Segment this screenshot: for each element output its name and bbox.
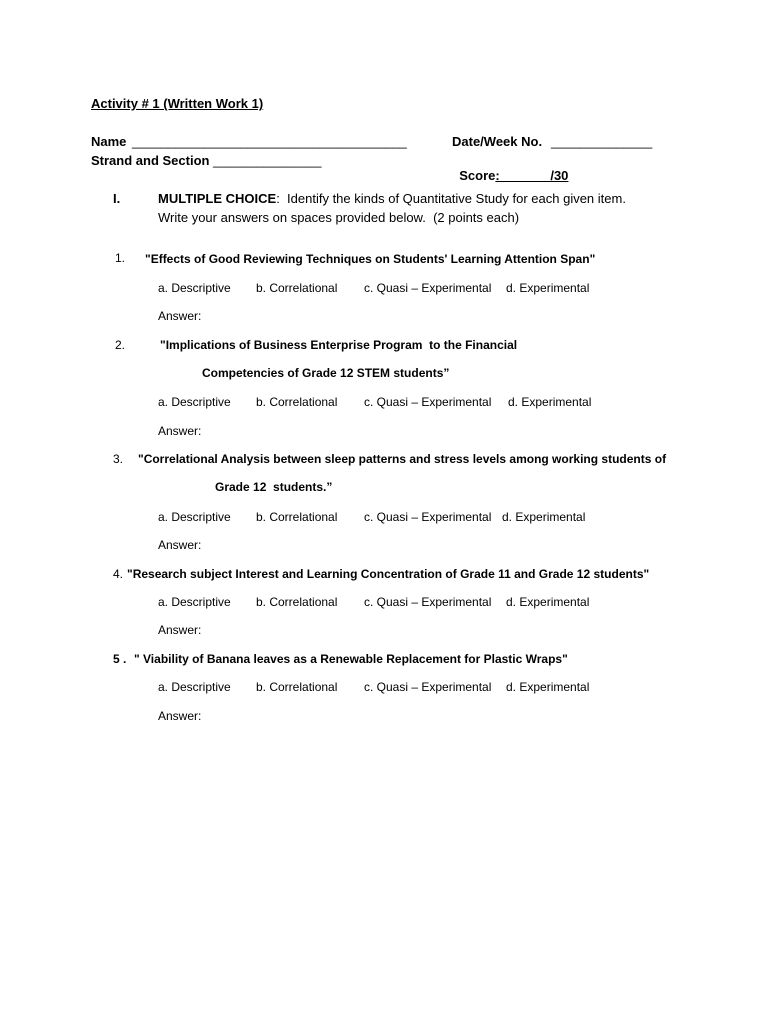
date-week-line[interactable]: ______________ (551, 134, 653, 149)
score-field (452, 153, 568, 183)
answer-label[interactable]: Answer: (158, 424, 202, 438)
option-b[interactable]: b. Correlational (256, 395, 338, 409)
answer-label[interactable]: Answer: (158, 623, 202, 637)
option-c[interactable]: c. Quasi – Experimental (364, 680, 492, 694)
option-c[interactable]: c. Quasi – Experimental (364, 510, 492, 524)
option-d[interactable]: d. Experimental (506, 595, 590, 609)
question-number: 4. (113, 567, 124, 581)
option-a[interactable]: a. Descriptive (158, 680, 231, 694)
question-number: 5 . (113, 652, 127, 666)
strand-section-line[interactable]: _______________ (213, 153, 322, 168)
question-number: 2. (115, 338, 126, 352)
score-total: /30 (550, 168, 569, 183)
option-d[interactable]: d. Experimental (506, 281, 590, 295)
option-b[interactable]: b. Correlational (256, 281, 338, 295)
question-text: "Research subject Interest and Learning Concentration of Grade 11 and Grade 12 students" (127, 567, 650, 581)
option-a[interactable]: a. Descriptive (158, 595, 231, 609)
answer-label[interactable]: Answer: (158, 709, 202, 723)
answer-label[interactable]: Answer: (158, 309, 202, 323)
option-b[interactable]: b. Correlational (256, 680, 338, 694)
instruction-line-1: : Identify the kinds of Quantitative Study for each given item. (276, 191, 626, 206)
question-text: "Effects of Good Reviewing Techniques on Students' Learning Attention Span" (145, 252, 596, 266)
name-line[interactable]: ______________________________________ (132, 134, 407, 149)
question-number: 3. (113, 452, 124, 466)
option-c[interactable]: c. Quasi – Experimental (364, 281, 492, 295)
date-week-label: Date/Week No. (452, 134, 543, 149)
option-a[interactable]: a. Descriptive (158, 281, 231, 295)
option-a[interactable]: a. Descriptive (158, 395, 231, 409)
question-text: "Implications of Business Enterprise Program to the Financial (160, 338, 518, 352)
option-b[interactable]: b. Correlational (256, 510, 338, 524)
section-heading: MULTIPLE CHOICE (158, 191, 277, 206)
question-text-cont: Competencies of Grade 12 STEM students” (202, 366, 450, 380)
score-colon: : (495, 168, 500, 183)
activity-title: Activity # 1 (Written Work 1) (91, 96, 264, 111)
instruction-line-2: Write your answers on spaces provided below. (2 points each) (158, 210, 520, 225)
option-a[interactable]: a. Descriptive (158, 510, 231, 524)
question-text-cont: Grade 12 students.” (215, 480, 333, 494)
option-d[interactable]: d. Experimental (508, 395, 592, 409)
answer-label[interactable]: Answer: (158, 538, 202, 552)
option-d[interactable]: d. Experimental (506, 680, 590, 694)
question-text: "Correlational Analysis between sleep patterns and stress levels among working students of (138, 452, 667, 466)
option-c[interactable]: c. Quasi – Experimental (364, 395, 492, 409)
score-blank[interactable]: _______ (499, 168, 551, 183)
option-b[interactable]: b. Correlational (256, 595, 338, 609)
score-label: Score (459, 168, 496, 183)
question-number: 1. (115, 251, 126, 265)
section-instruction (158, 191, 626, 206)
section-numeral: I. (113, 191, 121, 206)
name-label: Name (91, 134, 127, 149)
question-text: " Viability of Banana leaves as a Renewable Replacement for Plastic Wraps" (134, 652, 568, 666)
strand-section-label: Strand and Section (91, 153, 210, 168)
option-c[interactable]: c. Quasi – Experimental (364, 595, 492, 609)
option-d[interactable]: d. Experimental (502, 510, 586, 524)
